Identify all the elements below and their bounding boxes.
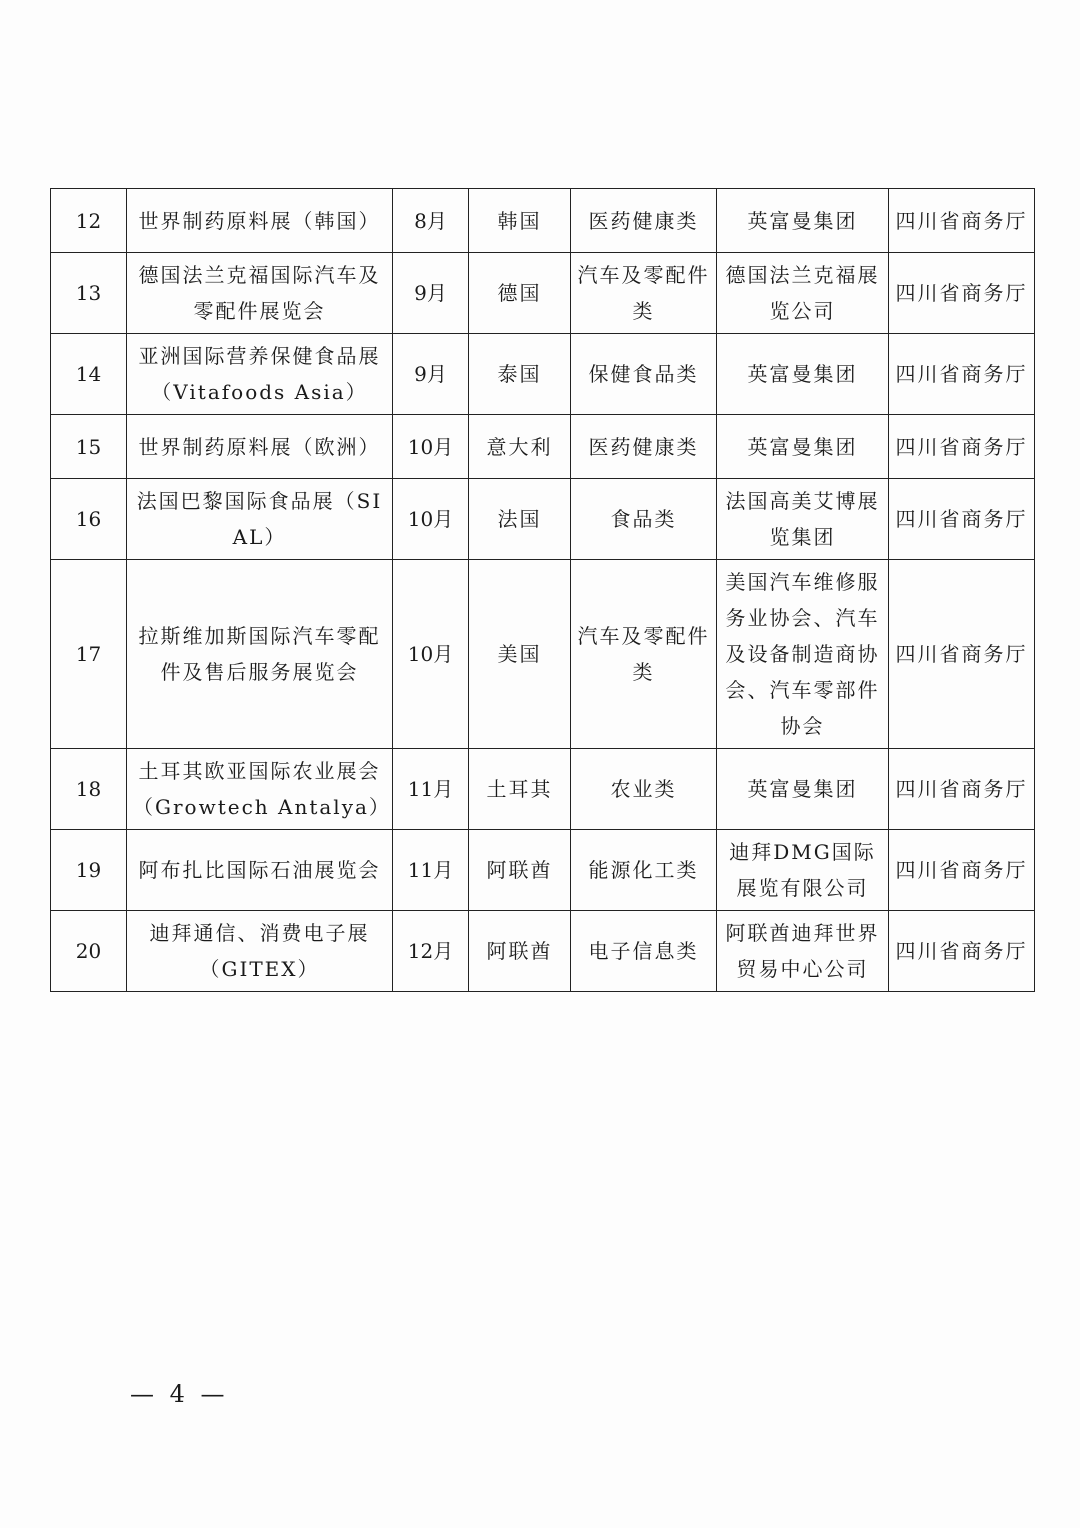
cell-month: 8月: [393, 189, 469, 253]
cell-organizer: 英富曼集团: [717, 415, 889, 479]
cell-category: 医药健康类: [571, 189, 717, 253]
table-row: [51, 749, 1035, 830]
cell-organizer: 阿联酋迪拜世界贸易中心公司: [717, 911, 889, 992]
cell-no: 18: [51, 749, 127, 830]
cell-no: 19: [51, 830, 127, 911]
cell-organizer: 迪拜DMG国际展览有限公司: [717, 830, 889, 911]
cell-country: 阿联酋: [469, 911, 571, 992]
cell-organizer: 德国法兰克福展览公司: [717, 253, 889, 334]
cell-month: 11月: [393, 830, 469, 911]
cell-category: 农业类: [571, 749, 717, 830]
table-row: [51, 911, 1035, 992]
cell-unit: 四川省商务厅: [889, 479, 1035, 560]
table-row: [51, 334, 1035, 415]
cell-unit: 四川省商务厅: [889, 830, 1035, 911]
cell-unit: 四川省商务厅: [889, 749, 1035, 830]
cell-category: 电子信息类: [571, 911, 717, 992]
cell-no: 15: [51, 415, 127, 479]
cell-unit: 四川省商务厅: [889, 911, 1035, 992]
cell-country: 土耳其: [469, 749, 571, 830]
table-body: [51, 189, 1035, 992]
cell-unit: 四川省商务厅: [889, 560, 1035, 749]
exhibition-table: [50, 188, 1035, 992]
cell-name: 迪拜通信、消费电子展（GITEX）: [127, 911, 393, 992]
table-row: [51, 479, 1035, 560]
cell-organizer: 法国高美艾博展览集团: [717, 479, 889, 560]
cell-no: 17: [51, 560, 127, 749]
cell-organizer: 英富曼集团: [717, 189, 889, 253]
cell-unit: 四川省商务厅: [889, 253, 1035, 334]
cell-organizer: 英富曼集团: [717, 334, 889, 415]
cell-name: 法国巴黎国际食品展（SIAL）: [127, 479, 393, 560]
cell-country: 泰国: [469, 334, 571, 415]
table-row: [51, 560, 1035, 749]
cell-no: 16: [51, 479, 127, 560]
cell-month: 10月: [393, 415, 469, 479]
table-row: [51, 253, 1035, 334]
cell-no: 12: [51, 189, 127, 253]
cell-no: 13: [51, 253, 127, 334]
cell-country: 意大利: [469, 415, 571, 479]
cell-name: 阿布扎比国际石油展览会: [127, 830, 393, 911]
cell-organizer: 美国汽车维修服务业协会、汽车及设备制造商协会、汽车零部件协会: [717, 560, 889, 749]
cell-month: 9月: [393, 253, 469, 334]
cell-country: 美国: [469, 560, 571, 749]
cell-country: 韩国: [469, 189, 571, 253]
cell-month: 9月: [393, 334, 469, 415]
cell-name: 拉斯维加斯国际汽车零配件及售后服务展览会: [127, 560, 393, 749]
cell-country: 法国: [469, 479, 571, 560]
cell-no: 20: [51, 911, 127, 992]
cell-category: 食品类: [571, 479, 717, 560]
cell-name: 德国法兰克福国际汽车及零配件展览会: [127, 253, 393, 334]
cell-name: 亚洲国际营养保健食品展（Vitafoods Asia）: [127, 334, 393, 415]
cell-unit: 四川省商务厅: [889, 334, 1035, 415]
cell-month: 11月: [393, 749, 469, 830]
cell-unit: 四川省商务厅: [889, 189, 1035, 253]
cell-month: 10月: [393, 560, 469, 749]
cell-month: 10月: [393, 479, 469, 560]
table-row: [51, 415, 1035, 479]
cell-month: 12月: [393, 911, 469, 992]
cell-country: 德国: [469, 253, 571, 334]
cell-category: 汽车及零配件类: [571, 253, 717, 334]
table-row: [51, 830, 1035, 911]
cell-category: 医药健康类: [571, 415, 717, 479]
page-number: — 4 —: [130, 1380, 229, 1408]
cell-name: 世界制药原料展（韩国）: [127, 189, 393, 253]
table-row: [51, 189, 1035, 253]
cell-name: 世界制药原料展（欧洲）: [127, 415, 393, 479]
cell-category: 汽车及零配件类: [571, 560, 717, 749]
cell-name: 土耳其欧亚国际农业展会（Growtech Antalya）: [127, 749, 393, 830]
cell-category: 保健食品类: [571, 334, 717, 415]
cell-unit: 四川省商务厅: [889, 415, 1035, 479]
cell-no: 14: [51, 334, 127, 415]
cell-organizer: 英富曼集团: [717, 749, 889, 830]
cell-category: 能源化工类: [571, 830, 717, 911]
cell-country: 阿联酋: [469, 830, 571, 911]
